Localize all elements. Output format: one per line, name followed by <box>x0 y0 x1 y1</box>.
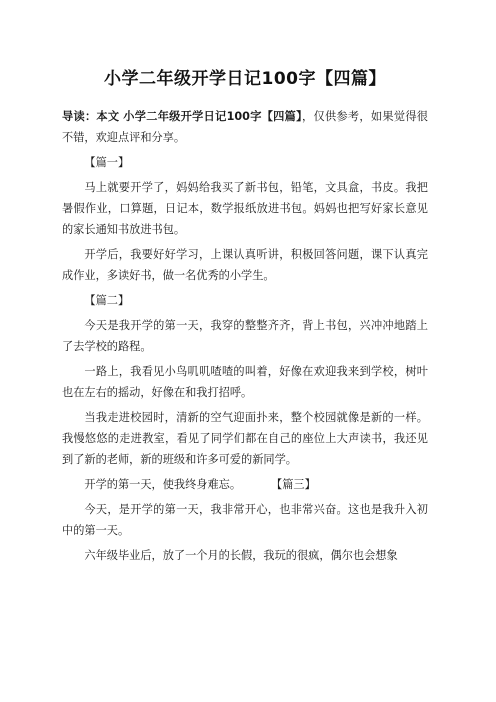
paragraph: 六年级毕业后，放了一个月的长假，我玩的很疯，偶尔也会想象 <box>84 549 398 562</box>
intro-label: 导读：本文 <box>62 110 120 123</box>
intro-paragraph <box>62 106 428 148</box>
paragraph: 今天是我开学的第一天，我穿的整整齐齐，背上书包，兴冲冲地踏上了去学校的路程。 <box>62 319 428 353</box>
section-heading-1: 【篇一】 <box>84 156 130 169</box>
section-heading-2: 【篇二】 <box>84 294 130 307</box>
document-title: 小学二年级开学日记100字【四篇】 <box>104 69 386 89</box>
paragraph-text: 开学的第一天，使我终身难忘。 <box>84 478 242 491</box>
paragraph: 马上就要开学了，妈妈给我买了新书包，铅笔，文具盒，书皮。我把暑假作业，口算题，日记本，数学报纸放进书包。妈妈也把写好家长意见的家长通知书放进书包。 <box>62 181 428 236</box>
section-heading-3: 【篇三】 <box>271 478 316 491</box>
paragraph: 当我走进校园时，清新的空气迎面扑来，整个校园就像是新的一样。我慢悠悠的走进教室，看见了同学们都在自己的座位上大声读书，我还见到了新的老师，新的班级和许多可爱的新同学。 <box>62 411 428 466</box>
paragraph: 今天，是开学的第一天，我非常开心，也非常兴奋。这也是我升入初中的第一天。 <box>62 503 428 537</box>
paragraph: 开学后，我要好好学习，上课认真听讲，积极回答问题，课下认真完成作业，多读好书，做一名优秀的小学生。 <box>62 248 428 282</box>
paragraph: 一路上，我看见小鸟叽叽喳喳的叫着，好像在欢迎我来到学校，树叶也在左右的摇动，好像在和我打招呼。 <box>62 365 428 399</box>
intro-rest: ，仅供参考，如果觉得很不错，欢迎点评和分享。 <box>62 110 428 144</box>
paragraph-with-heading <box>62 474 428 495</box>
intro-title-ref: 小学二年级开学日记100字【四篇】 <box>123 110 303 123</box>
